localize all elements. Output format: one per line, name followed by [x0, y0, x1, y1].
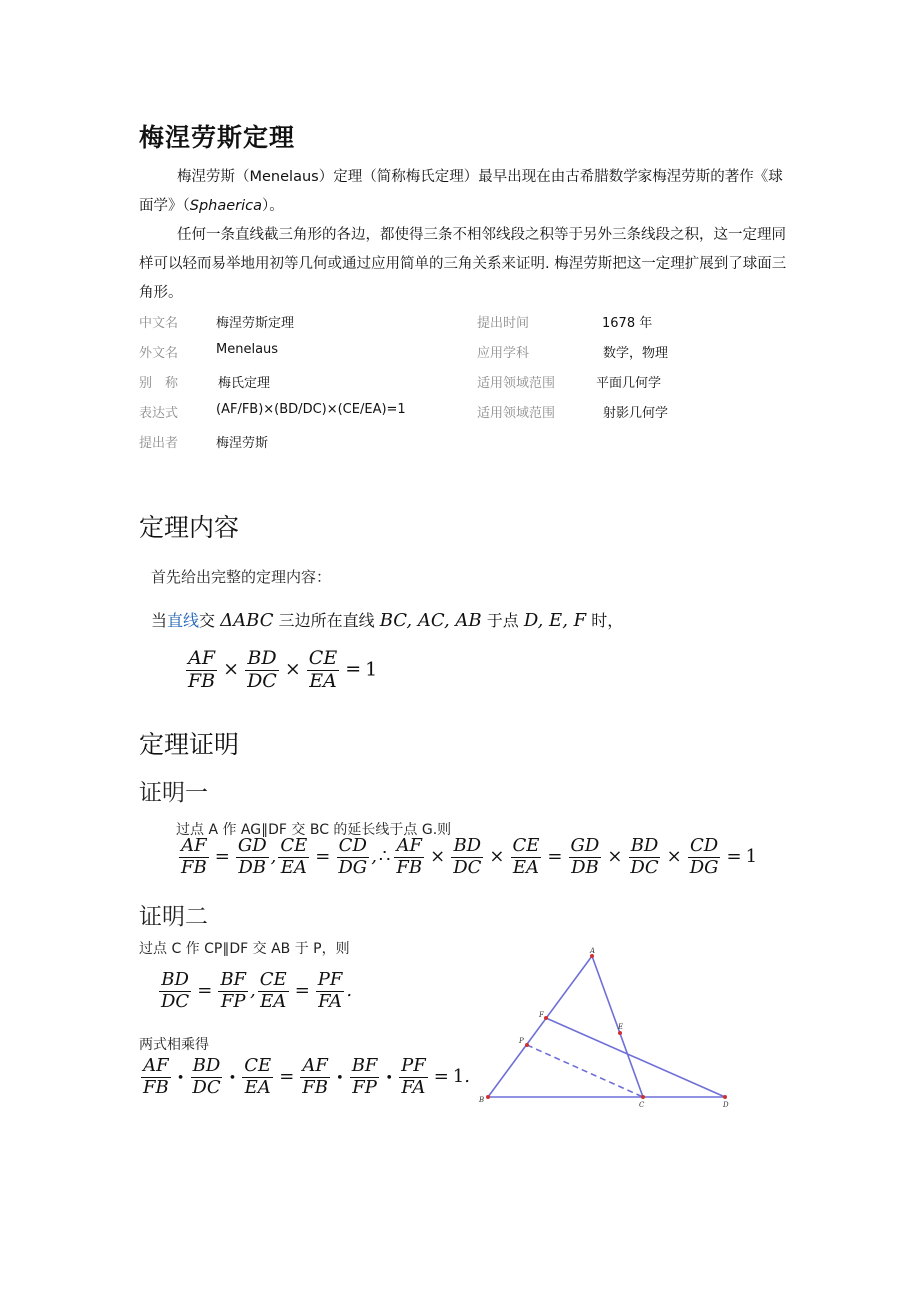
line-ab [488, 956, 592, 1097]
info-value: 梅涅劳斯 [216, 436, 269, 451]
intro-paragraph-1: 梅涅劳斯（Menelaus）定理（简称梅氏定理）最早出现在由古希腊数学家梅涅劳斯的著作《球面学》（Sphaerica）。 [139, 169, 783, 214]
line-link[interactable]: 直线 [167, 611, 200, 630]
info-key: 表达式 [139, 406, 179, 421]
info-key: 别 称 [139, 376, 179, 391]
proof2-multiply-text: 两式相乘得 [139, 1037, 209, 1053]
info-value: 平面几何学 [596, 376, 662, 391]
point-e [618, 1031, 622, 1035]
proof2-formula: $\frac{BD}{DC}$ = $\frac{BF}{FP}$ , $\frac{CE}{EA}$ = $\frac{PF}{FA}$ . [161, 969, 353, 1012]
proof2-text: 过点 C 作 CP∥DF 交 AB 于 P，则 [139, 941, 350, 957]
label-b: B [479, 1096, 485, 1104]
section-heading-content: 定理内容 [139, 513, 240, 542]
info-value: (AF/FB)×(BD/DC)×(CE/EA)=1 [216, 402, 406, 417]
info-value: 数学，物理 [603, 346, 669, 361]
info-key: 中文名 [139, 316, 179, 331]
content-lead: 首先给出完整的定理内容： [151, 568, 332, 586]
intro-paragraph-2: 任何一条直线截三角形的各边，都使得三条不相邻线段之积等于另外三条线段之积，这一定理同样可以轻而易举地用初等几何或通过应用简单的三角关系来证明. 梅涅劳斯把这一定理扩展到了球面三角形。 [139, 227, 787, 301]
point-f [544, 1016, 548, 1020]
proof1-formula: $\frac{AF}{FB}$ = $\frac{GD}{DB}$ , $\frac{CE}{EA}$ = $\frac{CD}{DG}$ , ∴ $\frac{AF}{FB}$ × $\frac{BD}{DC}$ × $\frac{CE}{EA}$ = $\frac{GD}{DB}$ × $\frac{BD}{DC}$ × $\frac{CD}{DG}$ = 1 [181, 835, 758, 878]
info-key: 适用领域范围 [477, 376, 556, 391]
section-heading-proof: 定理证明 [139, 730, 240, 759]
info-value: Menelaus [216, 342, 279, 357]
line-fd [546, 1018, 725, 1097]
proof2-heading: 证明二 [139, 904, 208, 930]
info-key: 应用学科 [477, 346, 530, 361]
figure-points [486, 954, 727, 1099]
label-e: E [618, 1023, 624, 1031]
info-value: 梅氏定理 [218, 376, 271, 391]
page-title: 梅涅劳斯定理 [139, 123, 296, 152]
info-key: 提出者 [139, 436, 179, 451]
info-value: 梅涅劳斯定理 [216, 316, 295, 331]
point-c [641, 1095, 645, 1099]
intro-text [139, 163, 789, 308]
info-value: 1678 年 [602, 316, 653, 331]
point-d [723, 1095, 727, 1099]
info-key: 适用领域范围 [477, 406, 556, 421]
info-value: 射影几何学 [603, 406, 669, 421]
label-p: P [519, 1037, 524, 1045]
main-formula: $\frac{AF}{FB}$ × $\frac{BD}{DC}$ × $\frac{CE}{EA}$ = 1 [188, 647, 378, 692]
info-key: 外文名 [139, 346, 179, 361]
theorem-statement: 当直线交 ΔABC 三边所在直线 BC, AC, AB 于点 D, E, F 时， [151, 610, 624, 631]
label-a: A [590, 947, 596, 955]
label-f: F [539, 1011, 544, 1019]
proof1-text: 过点 A 作 AG∥DF 交 BC 的延长线于点 G.则 [176, 822, 452, 838]
point-p [525, 1043, 529, 1047]
figure-lines [488, 956, 725, 1097]
triangle-figure [470, 940, 750, 1120]
proof1-heading: 证明一 [139, 780, 208, 806]
proof2-result-formula: $\frac{AF}{FB}$ • $\frac{BD}{DC}$ • $\frac{CE}{EA}$ = $\frac{AF}{FB}$ • $\frac{BF}{FP}$ • $\frac{PF}{FA}$ = 1. [143, 1055, 470, 1098]
point-b [486, 1095, 490, 1099]
info-key: 提出时间 [477, 316, 530, 331]
label-c: C [639, 1101, 645, 1109]
label-d: D [723, 1101, 729, 1109]
